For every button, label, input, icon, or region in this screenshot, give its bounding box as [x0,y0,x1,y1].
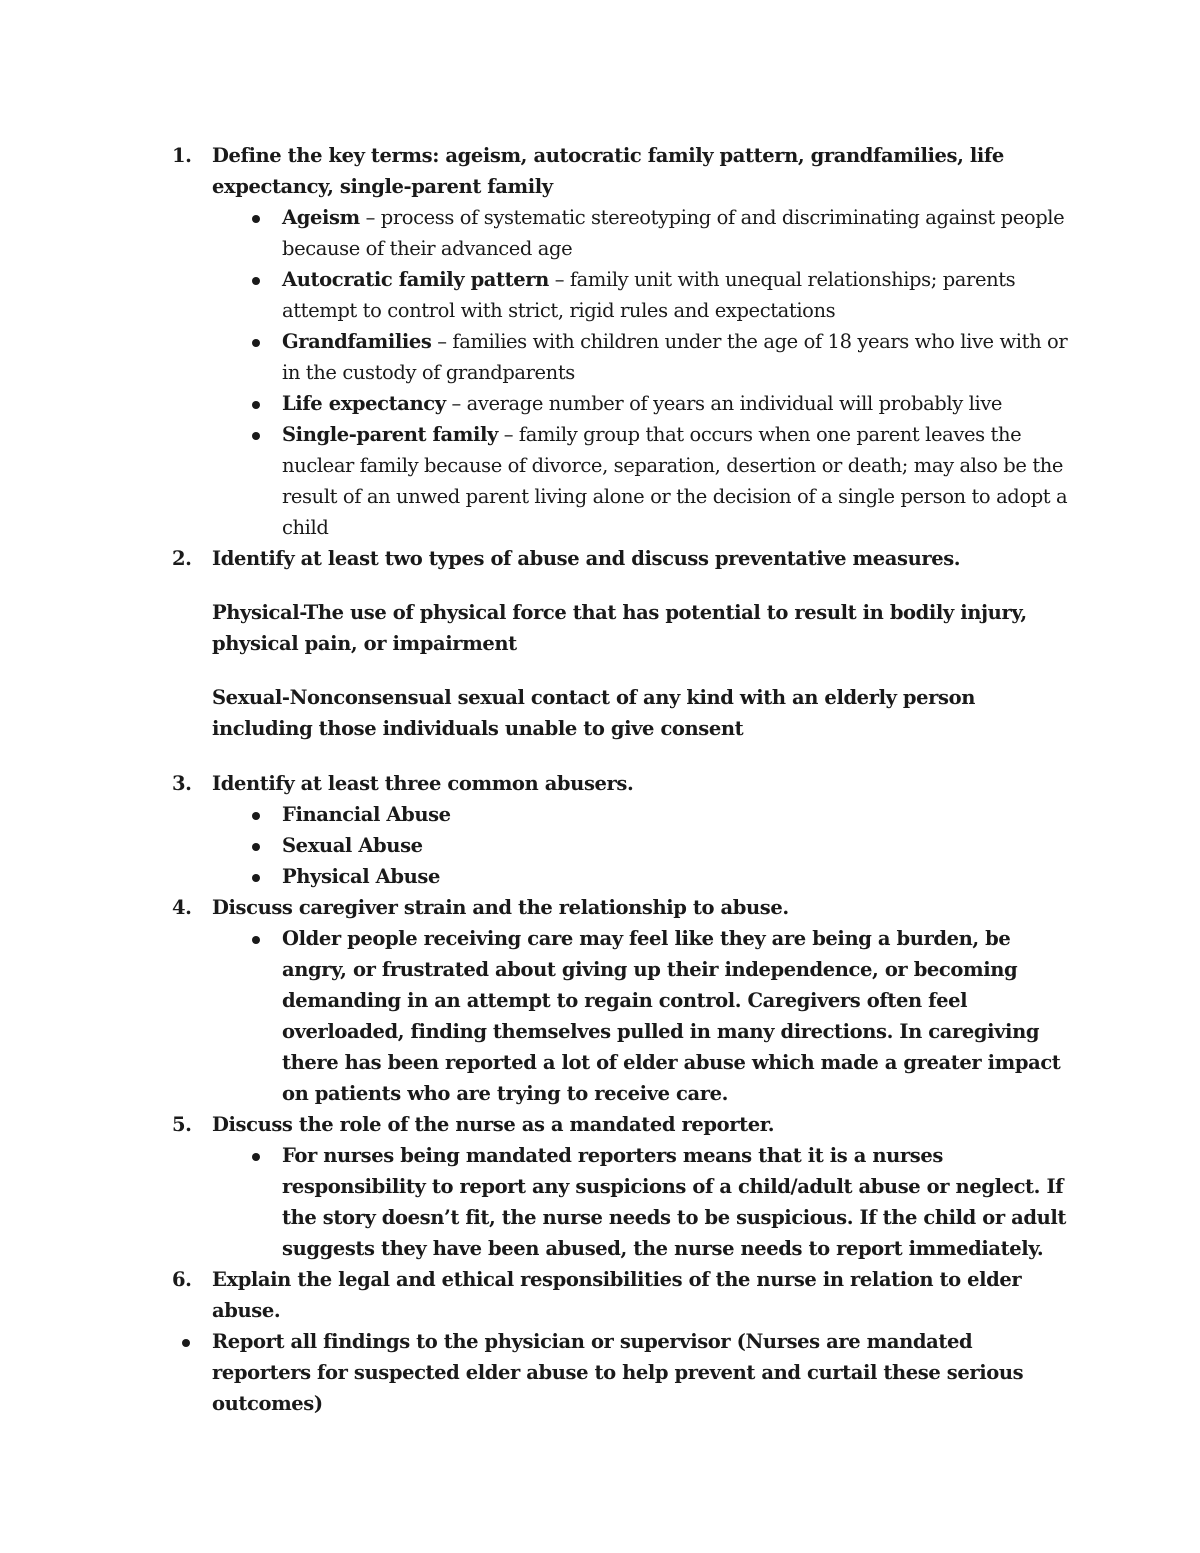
bullet-icon [252,812,260,820]
question-number: 2. [172,547,192,570]
definition: – family group that occurs when one parent leaves the nuclear family because of divorce, separation, desertion or death; may also be the result of an unwed parent living alone or the decision of a single person to adopt a child [282,423,1068,539]
list-item-text: Sexual Abuse [282,834,423,857]
list-item-text: Older people receiving care may feel like they are being a burden, be angry, or frustrated about giving up their independence, or becoming demanding in an attempt to regain control. Caregivers often feel overloaded, finding themselves pulled in many directions. In caregiving there has been reported a lot of elder abuse which made a greater impact on patients who are trying to receive care. [282,927,1061,1105]
list-item-text: Financial Abuse [282,803,451,826]
question-text: Discuss caregiver strain and the relationship to abuse. [212,896,789,919]
bullet-icon [252,936,260,944]
term: Ageism [282,206,360,229]
question-2 [168,543,1068,574]
list-item [168,202,1068,264]
list-item [168,326,1068,388]
answer-paragraph: Physical-The use of physical force that has potential to result in bodily injury, physical pain, or impairment [212,601,1027,655]
question-number: 3. [172,772,192,795]
bullet-icon [252,401,260,409]
term: Single-parent family [282,423,498,446]
definition: – family unit with unequal relationships; parents attempt to control with strict, rigid rules and expectations [282,268,1016,322]
list-item [168,1140,1068,1264]
list-item [168,861,1068,892]
question-1 [168,140,1068,202]
list-item [168,799,1068,830]
list-item [168,830,1068,861]
list-item [168,388,1068,419]
definition: – average number of years an individual will probably live [445,392,1003,415]
question-3 [168,768,1068,799]
bullet-icon [252,215,260,223]
bullet-icon [252,1153,260,1161]
list-item-text: Report all findings to the physician or supervisor (Nurses are mandated reporters for suspected elder abuse to help prevent and curtail these serious outcomes) [212,1330,1024,1415]
bullet-icon [252,843,260,851]
list-item [168,1326,1068,1419]
question-number: 5. [172,1113,192,1136]
term: Grandfamilies [282,330,432,353]
list-item [168,419,1068,543]
question-text: Define the key terms: ageism, autocratic family pattern, grandfamilies, life expectancy, single-parent family [212,144,1004,198]
question-text: Discuss the role of the nurse as a mandated reporter. [212,1113,775,1136]
bullet-icon [182,1339,190,1347]
list-item-text: For nurses being mandated reporters means that it is a nurses responsibility to report any suspicions of a child/adult abuse or neglect. If the story doesn’t fit, the nurse needs to be suspicious. If the child or adult suggests they have been abused, the nurse needs to report immediately. [282,1144,1067,1260]
list-item-text: Physical Abuse [282,865,440,888]
bullet-icon [252,277,260,285]
question-text: Explain the legal and ethical responsibilities of the nurse in relation to elder abuse. [212,1268,1022,1322]
term: Life expectancy [282,392,446,415]
question-text: Identify at least two types of abuse and discuss preventative measures. [212,547,961,570]
bullet-icon [252,432,260,440]
question-5 [168,1109,1068,1140]
question-number: 1. [172,144,192,167]
question-6 [168,1264,1068,1326]
question-number: 6. [172,1268,192,1291]
list-item [168,264,1068,326]
question-text: Identify at least three common abusers. [212,772,634,795]
definition: – process of systematic stereotyping of and discriminating against people because of their advanced age [282,206,1065,260]
bullet-icon [252,874,260,882]
term: Autocratic family pattern [282,268,549,291]
question-number: 4. [172,896,192,919]
list-item [168,923,1068,1109]
document-content [168,140,1068,1419]
definition: – families with children under the age of 18 years who live with or in the custody of grandparents [282,330,1068,384]
answer-paragraph: Sexual-Nonconsensual sexual contact of any kind with an elderly person including those individuals unable to give consent [212,686,975,740]
bullet-icon [252,339,260,347]
question-4 [168,892,1068,923]
